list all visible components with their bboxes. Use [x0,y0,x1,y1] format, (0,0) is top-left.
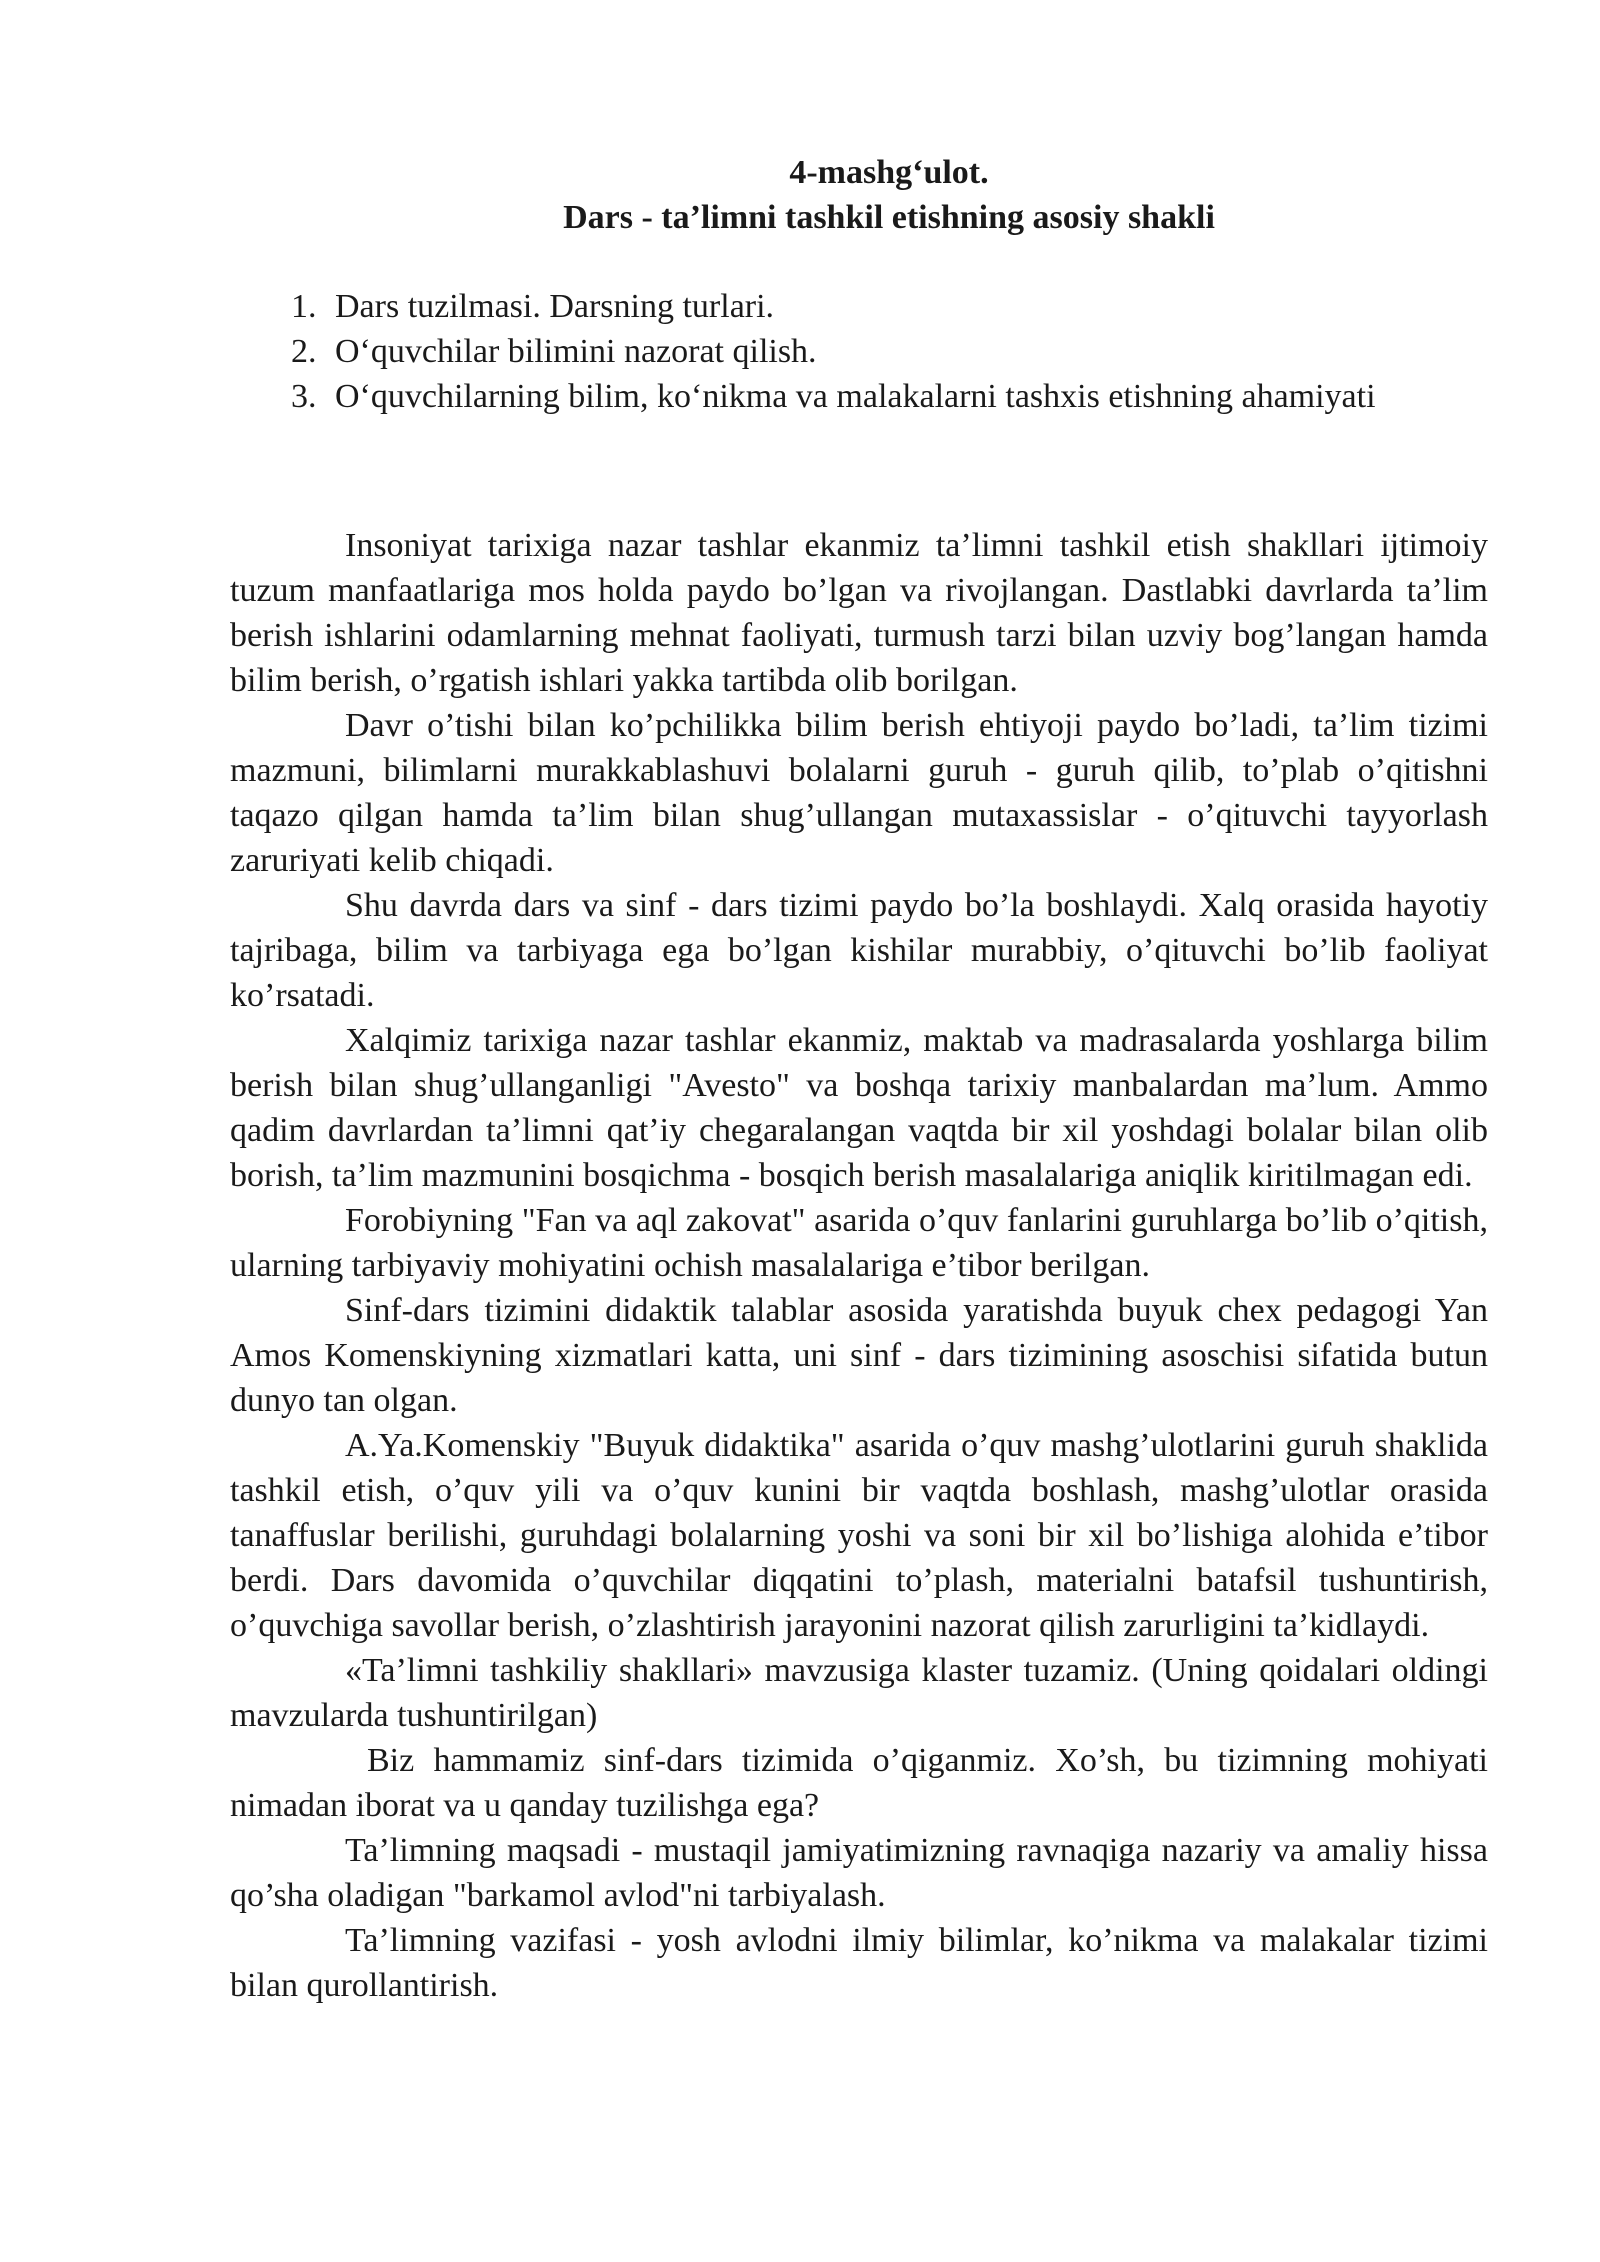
document-page [230,150,1488,2008]
paragraph: Davr o’tishi bilan ko’pchilikka bilim berish ehtiyoji paydo bo’ladi, ta’lim tizimi mazmuni, bilimlarni murakkablashuvi bolalarni guruh - guruh qilib, to’plab o’qitishni taqazo qilgan hamda ta’lim bilan shug’ullangan mutaxassislar - o’qituvchi tayyorlash zaruriyati kelib chiqadi. [230,707,1488,879]
outline-item: 2. O‘quvchilar bilimini nazorat qilish. [325,329,1488,374]
paragraph: «Ta’limni tashkiliy shakllari» mavzusiga klaster tuzamiz. (Uning qoidalari oldingi mavzularda tushuntirilgan) [230,1652,1488,1734]
paragraph: Shu davrda dars va sinf - dars tizimi paydo bo’la boshlaydi. Xalq orasida hayotiy tajribaga, bilim va tarbiyaga ega bo’lgan kishilar murabbiy, o’qituvchi bo’lib faoliyat ko’rsatadi. [230,887,1488,1014]
paragraph: Ta’limning vazifasi - yosh avlodni ilmiy bilimlar, ko’nikma va malakalar tizimi bilan qurollantirish. [230,1922,1488,2004]
outline-item: 3. O‘quvchilarning bilim, ko‘nikma va malakalarni tashxis etishning ahamiyati [325,374,1488,419]
paragraph: Xalqimiz tarixiga nazar tashlar ekanmiz, maktab va madrasalarda yoshlarga bilim berish bilan shug’ullanganligi "Avesto" va boshqa tarixiy manbalardan ma’lum. Ammo qadim davrlardan ta’limni qat’iy chegaralangan vaqtda bir xil yoshdagi bolalar bilan olib borish, ta’lim mazmunini bosqichma - bosqich berish masalalariga aniqlik kiritilmagan edi. [230,1022,1488,1194]
paragraph: A.Ya.Komenskiy "Buyuk didaktika" asarida o’quv mashg’ulotlarini guruh shaklida tashkil etish, o’quv yili va o’quv kunini bir vaqtda boshlash, mashg’ulotlar orasida tanaffuslar berilishi, guruhdagi bolalarning yoshi va soni bir xil bo’lishiga alohida e’tibor berdi. Dars davomida o’quvchilar diqqatini to’plash, materialni batafsil tushuntirish, o’quvchiga savollar berish, o’zlashtirish jarayonini nazorat qilish zarurligini ta’kidlaydi. [230,1427,1488,1644]
outline-item: 1. Dars tuzilmasi. Darsning turlari. [325,284,1488,329]
lesson-heading [290,150,1488,240]
lesson-title: Dars - ta’limni tashkil etishning asosiy shakli [563,199,1215,236]
paragraph: Biz hammamiz sinf-dars tizimida o’qiganmiz. Xo’sh, bu tizimning mohiyati nimadan iborat va u qanday tuzilishga ega? [230,1742,1488,1824]
lesson-outline [230,284,1488,419]
paragraph: Sinf-dars tizimini didaktik talablar asosida yaratishda buyuk chex pedagogi Yan Amos Komenskiyning xizmatlari katta, uni sinf - dars tizimining asoschisi sifatida butun dunyo tan olgan. [230,1292,1488,1419]
body-text [230,523,1488,2008]
paragraph: Ta’limning maqsadi - mustaqil jamiyatimizning ravnaqiga nazariy va amaliy hissa qo’sha oladigan "barkamol avlod"ni tarbiyalash. [230,1832,1488,1914]
paragraph: Forobiyning "Fan va aql zakovat" asarida o’quv fanlarini guruhlarga bo’lib o’qitish, ularning tarbiyaviy mohiyatini ochish masalalariga e’tibor berilgan. [230,1202,1488,1284]
paragraph: Insoniyat tarixiga nazar tashlar ekanmiz ta’limni tashkil etish shakllari ijtimoiy tuzum manfaatlariga mos holda paydo bo’lgan va rivojlangan. Dastlabki davrlarda ta’lim berish ishlarini odamlarning mehnat faoliyati, turmush tarzi bilan uzviy bog’langan hamda bilim berish, o’rgatish ishlari yakka tartibda olib borilgan. [230,527,1488,699]
lesson-number: 4-mashg‘ulot. [789,154,989,191]
